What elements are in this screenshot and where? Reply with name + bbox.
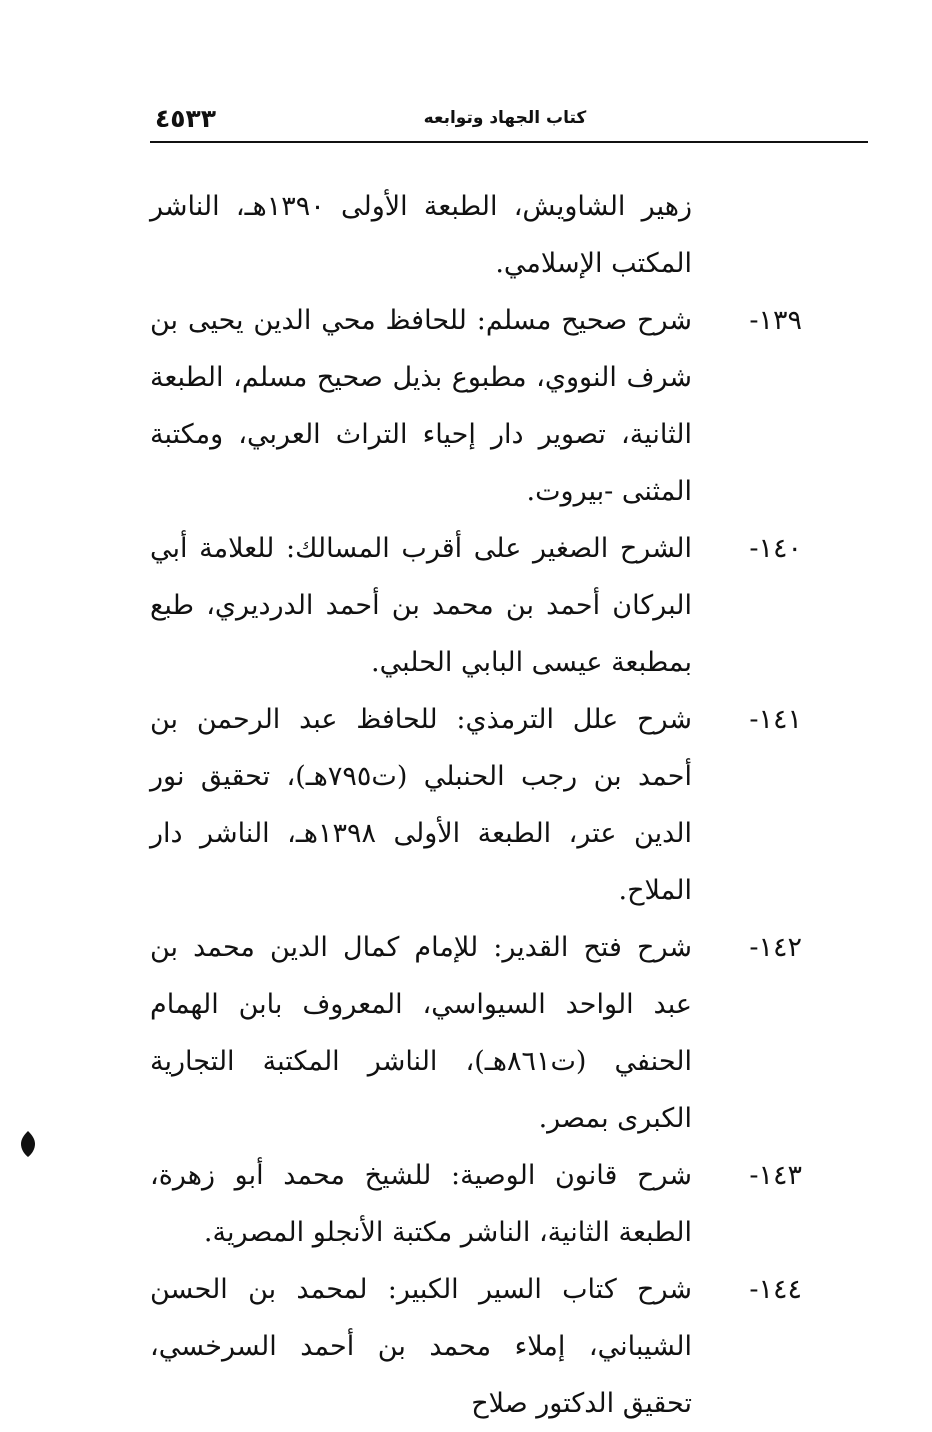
running-title: كتاب الجهاد وتوابعه (423, 108, 587, 128)
bibliography-entry (150, 691, 802, 919)
entry-text: شرح قانون الوصية: للشيخ محمد أبو زهرة، الطبعة الثانية، الناشر مكتبة الأنجلو المصرية. (150, 1160, 692, 1248)
continued-entry-text: زهير الشاويش، الطبعة الأولى ١٣٩٠هـ، الناشر المكتب الإسلامي. (150, 191, 692, 279)
entry-number: ١٤٢- (749, 932, 802, 963)
entry-number: ١٤٠- (749, 533, 802, 564)
bibliography-list (150, 178, 802, 1432)
bibliography-entry (150, 292, 802, 520)
entry-number: ١٤٤- (749, 1274, 802, 1305)
entry-text: شرح كتاب السير الكبير: لمحمد بن الحسن الشيباني، إملاء محمد بن أحمد السرخسي، تحقيق الدكتور صلاح (150, 1274, 692, 1419)
entry-number: ١٤٣- (749, 1160, 802, 1191)
page-header (150, 100, 868, 140)
bibliography-entry (150, 520, 802, 691)
ink-blot-mark (18, 1130, 38, 1158)
bibliography-entry (150, 1147, 802, 1261)
bibliography-entry (150, 1261, 802, 1432)
entry-text: شرح فتح القدير: للإمام كمال الدين محمد بن عبد الواحد السيواسي، المعروف بابن الهمام الحنفي (ت٨٦١هـ)، الناشر المكتبة التجارية الكبرى بمصر. (150, 932, 692, 1134)
entry-text: الشرح الصغير على أقرب المسالك: للعلامة أبي البركان أحمد بن محمد بن أحمد الدرديري، طبع بمطبعة عيسى البابي الحلبي. (150, 533, 692, 678)
entry-text: شرح صحيح مسلم: للحافظ محي الدين يحيى بن شرف النووي، مطبوع بذيل صحيح مسلم، الطبعة الثانية، تصوير دار إحياء التراث العربي، ومكتبة المثنى -بيروت. (150, 305, 692, 507)
entry-number: ١٣٩- (749, 305, 802, 336)
entry-text: شرح علل الترمذي: للحافظ عبد الرحمن بن أحمد بن رجب الحنبلي (ت٧٩٥هـ)، تحقيق نور الدين عتر، الطبعة الأولى ١٣٩٨هـ، الناشر دار الملاح. (150, 704, 692, 906)
entry-number: ١٤١- (749, 704, 802, 735)
bibliography-entry (150, 919, 802, 1147)
page-number: ٤٥٣٣ (155, 104, 217, 133)
header-rule (150, 141, 868, 143)
